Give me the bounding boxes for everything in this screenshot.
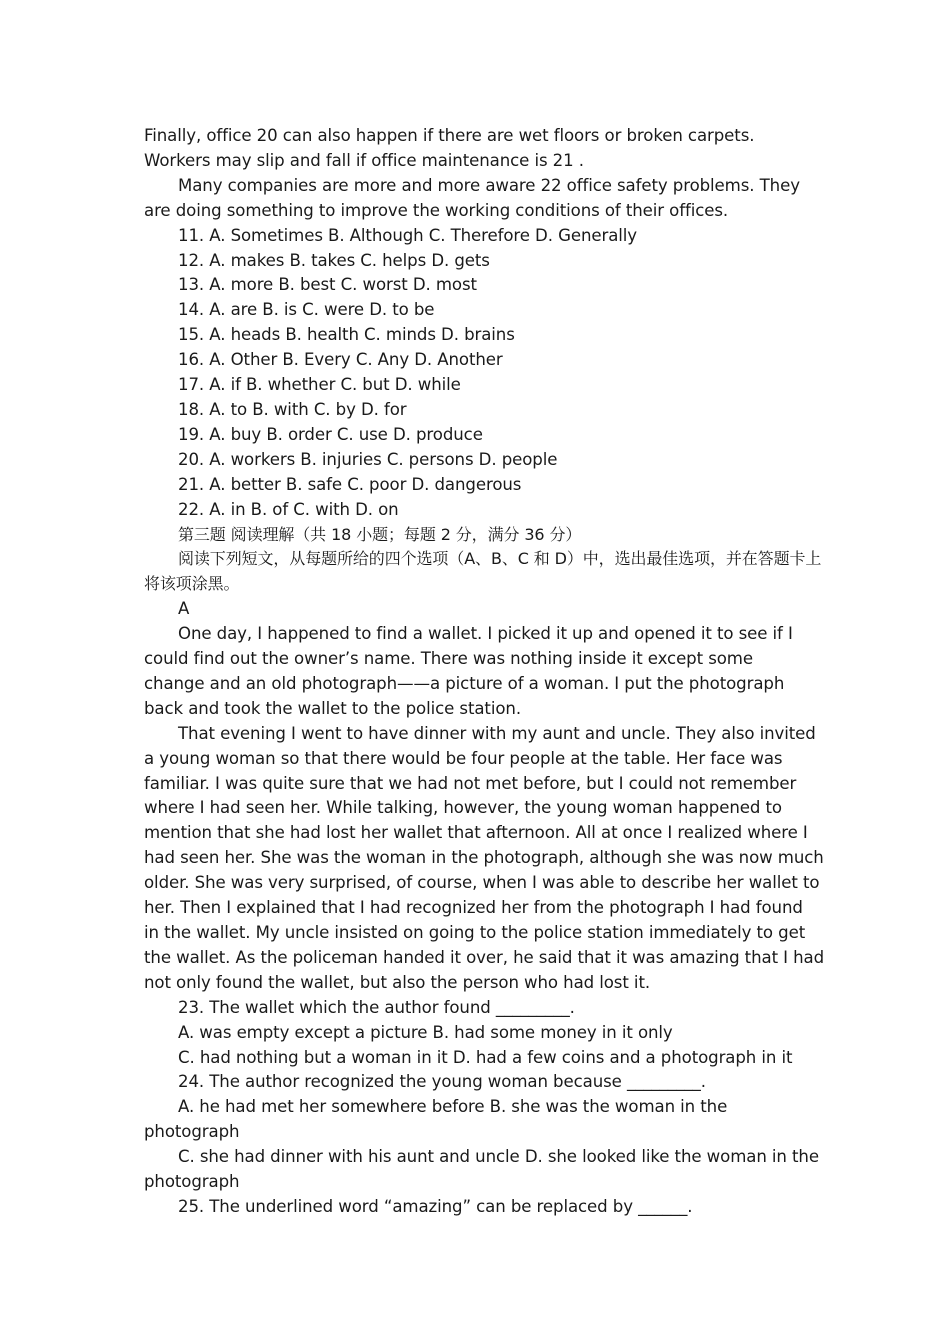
question-23 xyxy=(144,996,810,1071)
text-line: Workers may slip and fall if office maintenance is 21 . xyxy=(144,150,584,170)
text-line: Finally, office 20 can also happen if there are wet floors or broken carpets. xyxy=(144,126,755,145)
question-24 xyxy=(144,1070,819,1195)
passage-paragraph-1 xyxy=(144,622,810,722)
text-line: could find out the owner’s name. There was nothing inside it except some xyxy=(144,649,753,669)
cloze-option-16: 16. A. Other B. Every C. Any D. Another xyxy=(178,350,503,370)
cloze-options-list xyxy=(144,224,810,523)
cloze-option-19: 19. A. buy B. order C. use D. produce xyxy=(178,424,483,444)
cloze-option-21: 21. A. better B. safe C. poor D. dangerous xyxy=(178,474,522,494)
section-instruction: 阅读下列短文，从每题所给的四个选项（A、B、C 和 D）中，选出最佳选项，并在答题卡上 xyxy=(178,549,822,569)
text-line: are doing something to improve the working conditions of their offices. xyxy=(144,200,729,220)
document-page xyxy=(144,124,825,1220)
question-stem: 23. The wallet which the author found _________. xyxy=(178,997,575,1017)
question-stem: 24. The author recognized the young woman because _________. xyxy=(178,1072,706,1092)
cloze-option-18: 18. A. to B. with C. by D. for xyxy=(178,399,407,419)
text-line: not only found the wallet, but also the person who had lost it. xyxy=(144,972,651,992)
answer-options: A. he had met her somewhere before B. she was the woman in the xyxy=(178,1097,728,1117)
cloze-option-22: 22. A. in B. of C. with D. on xyxy=(178,499,399,519)
passage-paragraph-2 xyxy=(144,722,825,996)
cloze-option-17: 17. A. if B. whether C. but D. while xyxy=(178,375,461,395)
text-line: change and an old photograph——a picture of a woman. I put the photograph xyxy=(144,673,785,693)
text-line: a young woman so that there would be four people at the table. Her face was xyxy=(144,748,783,768)
answer-options: photograph xyxy=(144,1172,240,1192)
answer-options: photograph xyxy=(144,1122,240,1142)
text-line: One day, I happened to find a wallet. I picked it up and opened it to see if I xyxy=(178,624,793,644)
answer-options: C. had nothing but a woman in it D. had a few coins and a photograph in it xyxy=(178,1047,793,1067)
text-line: her. Then I explained that I had recognized her from the photograph I had found xyxy=(144,898,803,918)
text-line: had seen her. She was the woman in the photograph, although she was now much xyxy=(144,848,824,868)
question-25 xyxy=(144,1195,810,1220)
cloze-option-12: 12. A. makes B. takes C. helps D. gets xyxy=(178,250,490,270)
text-line: Many companies are more and more aware 22 office safety problems. They xyxy=(178,175,800,195)
cloze-option-14: 14. A. are B. is C. were D. to be xyxy=(178,300,435,320)
text-line: older. She was very surprised, of course, when I was able to describe her wallet to xyxy=(144,873,820,893)
passage-label: A xyxy=(178,599,190,619)
text-line: in the wallet. My uncle insisted on going to the police station immediately to get xyxy=(144,923,806,942)
text-line: the wallet. As the policeman handed it over, he said that it was amazing that I had xyxy=(144,947,825,967)
answer-options: A. was empty except a picture B. had some money in it only xyxy=(178,1022,673,1042)
cloze-option-11: 11. A. Sometimes B. Although C. Therefore D. Generally xyxy=(178,225,638,245)
section-instruction: 将该项涂黑。 xyxy=(144,574,240,594)
text-line: familiar. I was quite sure that we had not met before, but I could not remember xyxy=(144,773,797,793)
cloze-option-20: 20. A. workers B. injuries C. persons D. people xyxy=(178,449,558,469)
text-line: That evening I went to have dinner with my aunt and uncle. They also invited xyxy=(178,723,816,743)
text-line: mention that she had lost her wallet that afternoon. All at once I realized where I xyxy=(144,823,808,843)
cloze-option-15: 15. A. heads B. health C. minds D. brains xyxy=(178,325,515,345)
cloze-option-13: 13. A. more B. best C. worst D. most xyxy=(178,275,477,295)
section-heading: 第三题 阅读理解（共 18 小题；每题 2 分，满分 36 分） xyxy=(178,524,582,544)
text-line: back and took the wallet to the police station. xyxy=(144,698,521,718)
answer-options: C. she had dinner with his aunt and uncle D. she looked like the woman in the xyxy=(178,1147,819,1167)
question-stem: 25. The underlined word “amazing” can be replaced by ______. xyxy=(178,1196,693,1216)
text-line: where I had seen her. While talking, however, the young woman happened to xyxy=(144,798,782,818)
